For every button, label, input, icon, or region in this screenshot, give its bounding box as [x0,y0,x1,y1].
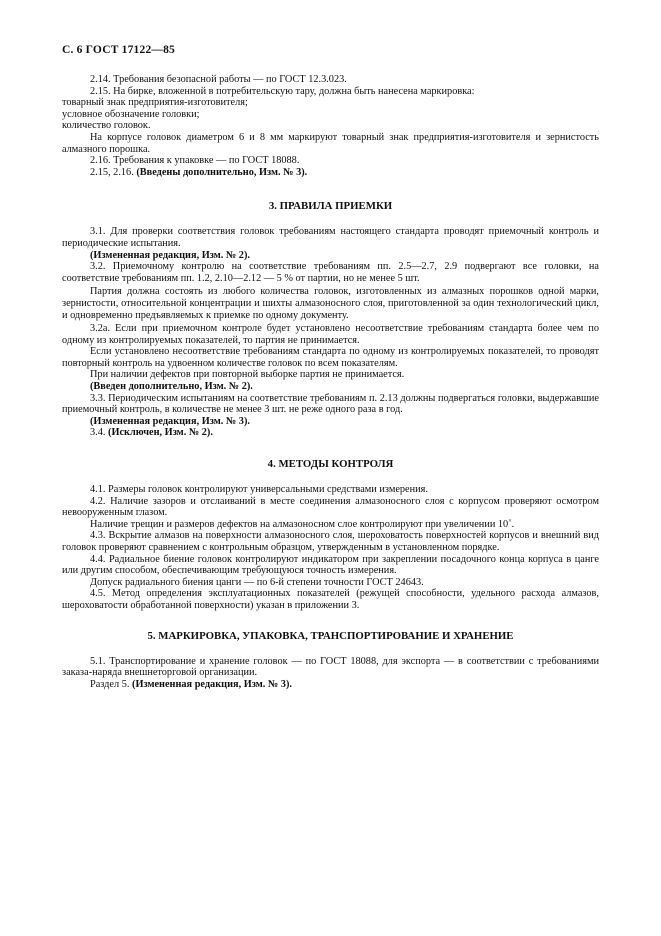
clause-4-3: 4.3. Вскрытие алмазов на поверхности алмазоносного слоя, шероховатость поверхностей корпусов и внешний вид головок проверяют сравнением с контрольным образцом, утвержденным в установленном порядке. [62,530,599,553]
marking-item-3: количество головок. [62,120,151,132]
amendment-ref: 2.15, 2.16. [90,166,134,178]
amendment-note-3-3: (Измененная редакция, Изм. № 3). [90,415,250,427]
amendment-text: (Введены дополнительно, Изм. № 3). [136,166,308,178]
clause-4-2-cracks-end: . [511,518,515,530]
amendment-note-section-5 [62,679,599,691]
clause-3-2a: 3.2а. Если при приемочном контроле будет установлено несоответствие требованиям стандарта более чем по одному из контролируемых показателей, то партия не принимается. [62,323,599,346]
amendment-note-3-2a: (Введен дополнительно, Изм. № 2). [90,381,253,393]
clause-2-16: 2.16. Требования к упаковке — по ГОСТ 18088. [90,155,300,167]
section-5-heading: 5. МАРКИРОВКА, УПАКОВКА, ТРАНСПОРТИРОВАНИЕ И ХРАНЕНИЕ [147,629,514,642]
clause-4-5: 4.5. Метод определения эксплуатационных показателей (режущей способности, удельного расхода алмазов, шероховатости обработанной поверхности) указан в приложении 3. [62,588,599,611]
section-3-heading: 3. ПРАВИЛА ПРИЕМКИ [268,200,393,213]
section-4-heading: 4. МЕТОДЫ КОНТРОЛЯ [267,458,394,471]
page-header: С. 6 ГОСТ 17122—85 [62,44,175,56]
clause-4-2: 4.2. Наличие зазоров и отслаиваний в месте соединения алмазоносного слоя с корпусом проверяют осмотром невооруженным глазом. [62,495,599,519]
section-5-note: (Измененная редакция, Изм. № 3). [132,678,292,690]
clause-3-4 [62,427,599,439]
clause-3-3: 3.3. Периодическим испытаниям на соответствие требованиям п. 2.13 должны подвергаться головки, выдержавшие приемочный контроль, в количестве не менее 3 шт. не реже одного раза в год. [62,392,599,416]
amendment-note-3-1: (Измененная редакция, Изм. № 2). [90,249,250,261]
magnification-sign: × [508,518,512,525]
clause-4-2-cracks [62,519,599,531]
section-5-ref: Раздел 5. [90,678,130,690]
marking-item-1: товарный знак предприятия-изготовителя; [62,97,248,109]
clause-3-4-num: 3.4. [90,427,106,439]
clause-4-4: 4.4. Радиальное биение головок контролируют индикатором при закреплении посадочного конца корпуса в цанге или другим способом, обеспечивающим требующуюся точность измерения. [62,553,599,577]
clause-3-1: 3.1. Для проверки соответствия головок требованиям настоящего стандарта проводят приемочный контроль и периодические испытания. [62,226,599,249]
document-body [62,74,599,690]
clause-3-2a-repeat: Если установлено несоответствие требованиям стандарта по одному из контролируемых показателей, то проводят повторный контроль на удвоенном количестве головок по всем показателям. [62,346,599,369]
clause-3-4-note: (Исключен, Изм. № 2). [108,427,213,439]
clause-3-2-lot: Партия должна состоять из любого количества головок, изготовленных из алмазных порошков одной марки, зернистости, относительной концентрации и шихты алмазоносного слоя, приготовленной за один технологический цикл, и одновременно предъявляемых к приемке по одному документу. [62,286,599,321]
clause-5-1: 5.1. Транспортирование и хранение головок — по ГОСТ 18088, для экспорта — в соответствии с требованиями заказа-наряда внешнеторговой организации. [62,655,599,679]
clause-4-1: 4.1. Размеры головок контролируют универсальными средствами измерения. [90,484,428,496]
amendment-note-2-15 [62,167,599,179]
clause-4-4-tolerance: Допуск радиального биения цанги — по 6-й степени точности ГОСТ 24643. [90,576,424,588]
clause-2-15-extra: На корпусе головок диаметром 6 и 8 мм маркируют товарный знак предприятия-изготовителя и зернистость алмазного порошка. [62,131,599,155]
clause-2-15: 2.15. На бирке, вложенной в потребительскую тару, должна быть нанесена маркировка: [90,85,475,97]
clause-3-2: 3.2. Приемочному контролю на соответствие требованиям пп. 2.5—2.7, 2.9 подвергают все головки, на соответствие требованиям пп. 1.2, 2.10—2.12 — 5 % от партии, но не менее 5 шт. [62,261,599,284]
clause-3-2a-reject: При наличии дефектов при повторной выборке партия не принимается. [90,369,405,381]
marking-item-2: условное обозначение головки; [62,108,200,120]
clause-4-2-cracks-text: Наличие трещин и размеров дефектов на алмазоносном слое контролируют при увеличении 10 [90,518,509,530]
clause-2-14: 2.14. Требования безопасной работы — по ГОСТ 12.3.023. [90,74,347,85]
